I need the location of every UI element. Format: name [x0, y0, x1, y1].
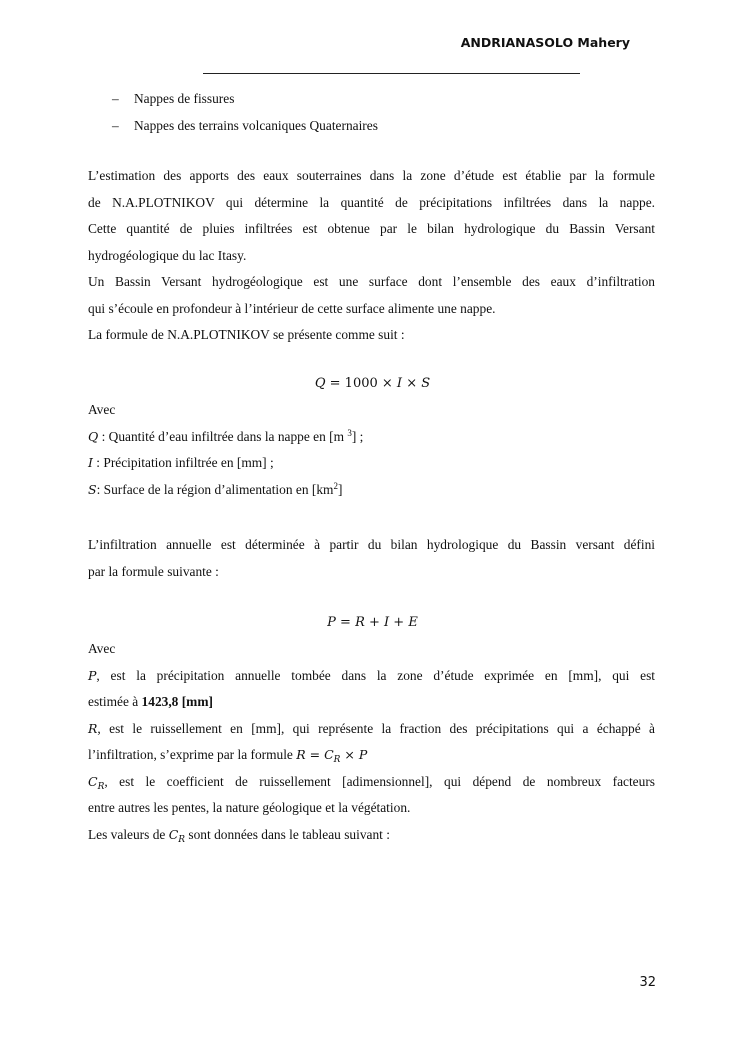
paragraph-plotnikov — [88, 163, 655, 349]
operator: = — [305, 747, 325, 762]
eq-symbol: Q — [314, 376, 326, 391]
def-text-end: ] ; — [351, 428, 364, 444]
symbol — [168, 826, 186, 845]
def-p-line2 — [88, 689, 655, 716]
symbol: C — [324, 747, 334, 762]
eq-symbol: P — [327, 615, 336, 630]
symbol: R — [296, 747, 306, 762]
def-q — [88, 424, 655, 451]
definitions-bilan — [88, 636, 655, 848]
text-line: L’infiltration annuelle est déterminée à partir du bilan hydrologique du Bassin versant défini — [88, 537, 655, 552]
subscript: R — [97, 781, 105, 792]
subscript: R — [178, 834, 186, 845]
symbol: S — [88, 481, 97, 497]
bullet-text: Nappes de fissures — [134, 91, 235, 106]
eq-symbol: I — [384, 615, 390, 630]
symbol: P — [88, 667, 97, 683]
equation-plotnikov — [0, 376, 745, 391]
def-text: , est le ruissellement en [mm], qui représente la fraction des précipitations qui a échappé à — [97, 720, 655, 736]
symbol: Q — [88, 428, 99, 444]
bullet-dash: – — [112, 118, 119, 133]
equation-bilan — [0, 615, 745, 630]
precipitation-value: 1423,8 [mm] — [141, 694, 213, 709]
def-cr-line2: entre autres les pentes, la nature géologique et la végétation. — [88, 800, 411, 815]
text-line: La formule de N.A.PLOTNIKOV se présente comme suit : — [88, 327, 405, 342]
text-line: de N.A.PLOTNIKOV qui détermine la quantité de précipitations infiltrées dans la nappe. — [88, 194, 655, 210]
eq-operator: = — [335, 615, 356, 630]
text-line: qui s’écoule en profondeur à l’intérieur de cette surface alimente une nappe. — [88, 300, 496, 316]
symbol-letter: C — [168, 826, 179, 842]
exponent: 3 — [347, 427, 352, 438]
subscript: R — [333, 755, 341, 765]
text-line: par la formule suivante : — [88, 563, 219, 579]
page-number: 32 — [639, 975, 656, 990]
def-text: l’infiltration, s’exprime par la formule — [88, 747, 297, 762]
text-line: Cette quantité de pluies infiltrées est obtenue par le bilan hydrologique du Bassin Versant — [88, 221, 655, 236]
def-p-line1 — [88, 663, 655, 690]
symbol: I — [88, 455, 93, 470]
eq-symbol: S — [421, 376, 431, 391]
def-text: , est la précipitation annuelle tombée dans la zone d’étude exprimée en [mm], qui est — [96, 667, 655, 683]
text-line: hydrogéologique du lac Itasy. — [88, 247, 247, 263]
avec-label: Avec — [88, 641, 116, 656]
bullet-text: Nappes des terrains volcaniques Quaternaires — [134, 118, 378, 133]
eq-operator: × — [402, 376, 422, 391]
symbol — [88, 773, 105, 792]
symbol: R — [88, 720, 98, 736]
bullet-item-1 — [112, 91, 234, 107]
bullet-item-2 — [112, 118, 378, 134]
formula — [296, 747, 368, 765]
operator: × — [340, 747, 359, 762]
text-line: L’estimation des apports des eaux souterraines dans la zone d’étude est établie par la formule — [88, 168, 655, 183]
def-cr-line1 — [88, 769, 655, 796]
symbol: P — [358, 747, 368, 762]
header-author: ANDRIANASOLO Mahery — [460, 35, 630, 50]
definitions-plotnikov — [88, 397, 655, 503]
def-r-line2 — [88, 742, 655, 769]
def-text: Les valeurs de — [88, 826, 169, 842]
text-line: Un Bassin Versant hydrogéologique est une surface dont l’ensemble des eaux d’infiltration — [88, 274, 655, 289]
table-intro — [88, 822, 655, 849]
def-text-end: ] — [337, 481, 343, 497]
eq-symbol: I — [396, 376, 403, 391]
eq-operator: + — [364, 615, 385, 630]
avec-label: Avec — [88, 402, 116, 417]
def-i — [88, 450, 655, 477]
def-s — [88, 477, 655, 504]
eq-symbol: E — [408, 615, 418, 630]
eq-operator: + — [389, 615, 409, 630]
def-text: : Quantité d’eau infiltrée dans la nappe en [m — [98, 428, 348, 444]
def-text: : Précipitation infiltrée en [mm] ; — [92, 455, 274, 470]
paragraph-infiltration — [88, 532, 655, 585]
symbol-letter: C — [88, 773, 98, 789]
eq-symbol: R — [355, 615, 365, 630]
def-text: , est le coefficient de ruissellement [adimensionnel], qui dépend de nombreux facteurs — [104, 773, 655, 789]
def-r-line1 — [88, 716, 655, 743]
def-text: sont données dans le tableau suivant : — [185, 826, 390, 842]
def-text: : Surface de la région d’alimentation en [km — [96, 481, 334, 497]
bullet-dash: – — [112, 91, 119, 106]
def-text: estimée à — [88, 694, 142, 709]
exponent: 2 — [333, 480, 338, 491]
header-rule — [203, 73, 580, 74]
eq-operator: = 1000 × — [325, 376, 397, 391]
